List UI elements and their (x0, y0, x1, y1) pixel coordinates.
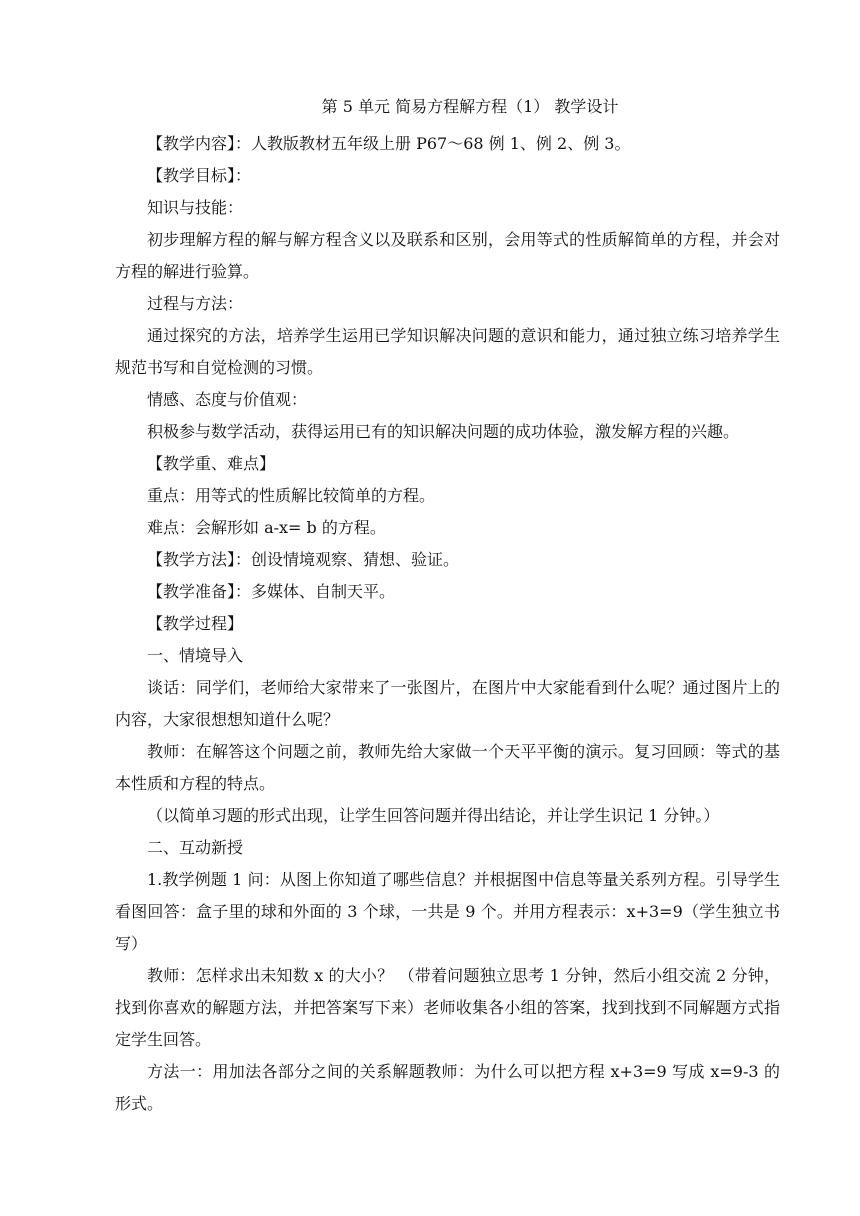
paragraph-teaching-goals-heading: 【教学目标】： (147, 166, 252, 185)
paragraph-section-two-heading: 二、互动新授 (147, 838, 244, 857)
paragraph-talk: 谈话：同学们，老师给大家带来了一张图片，在图片中大家能看到什么呢？通过图片上的内容，大家很想想知道什么呢？ (115, 678, 780, 729)
paragraph-key-difficult-heading: 【教学重、难点】 (147, 454, 276, 473)
document-body (115, 128, 780, 1120)
paragraph-teaching-process-heading: 【教学过程】 (147, 614, 244, 633)
paragraph-teacher-question: 教师：怎样求出未知数 x 的大小？ （带着问题独立思考 1 分钟，然后小组交流 2 分钟，找到你喜欢的解题方法，并把答案写下来）老师收集各小组的答案，找到找到不同解题方式指定学生回答。 (115, 966, 780, 1049)
paragraph-example-one: 1.教学例题 1 问：从图上你知道了哪些信息？并根据图中信息等量关系列方程。引导学生看图回答：盒子里的球和外面的 3 个球，一共是 9 个。并用方程表示：x+3=9（学生独立书写） (115, 870, 780, 953)
paragraph-teaching-method: 【教学方法】：创设情境观察、猜想、验证。 (147, 550, 460, 569)
paragraph-teaching-content: 【教学内容】：人教版教材五年级上册 P67～68 例 1、例 2、例 3。 (147, 134, 631, 153)
paragraph-knowledge-skills: 初步理解方程的解与解方程含义以及联系和区别，会用等式的性质解简单的方程，并会对方程的解进行验算。 (115, 230, 780, 281)
paragraph-exercise-note: （以简单习题的形式出现，让学生回答问题并得出结论，并让学生识记 1 分钟。） (147, 806, 720, 825)
paragraph-process-method-heading: 过程与方法： (147, 294, 244, 313)
paragraph-emotion: 积极参与数学活动，获得运用已有的知识解决问题的成功体验，激发解方程的兴趣。 (147, 422, 740, 441)
paragraph-knowledge-skills-heading: 知识与技能： (147, 198, 244, 217)
paragraph-difficult-point: 难点：会解形如 a-x= b 的方程。 (147, 518, 386, 537)
paragraph-teaching-preparation: 【教学准备】：多媒体、自制天平。 (147, 582, 396, 601)
paragraph-emotion-heading: 情感、态度与价值观： (147, 390, 308, 409)
paragraph-process-method: 通过探究的方法，培养学生运用已学知识解决问题的意识和能力，通过独立练习培养学生规范书写和自觉检测的习惯。 (115, 326, 780, 377)
paragraph-key-point: 重点：用等式的性质解比较简单的方程。 (147, 486, 436, 505)
paragraph-teacher-demo: 教师：在解答这个问题之前，教师先给大家做一个天平平衡的演示。复习回顾：等式的基本性质和方程的特点。 (115, 742, 780, 793)
document-title: 第 5 单元 简易方程解方程（1） 教学设计 (321, 97, 619, 116)
paragraph-section-one-heading: 一、情境导入 (147, 646, 244, 665)
paragraph-method-one: 方法一：用加法各部分之间的关系解题教师：为什么可以把方程 x+3=9 写成 x=9-3 的形式。 (115, 1062, 780, 1113)
